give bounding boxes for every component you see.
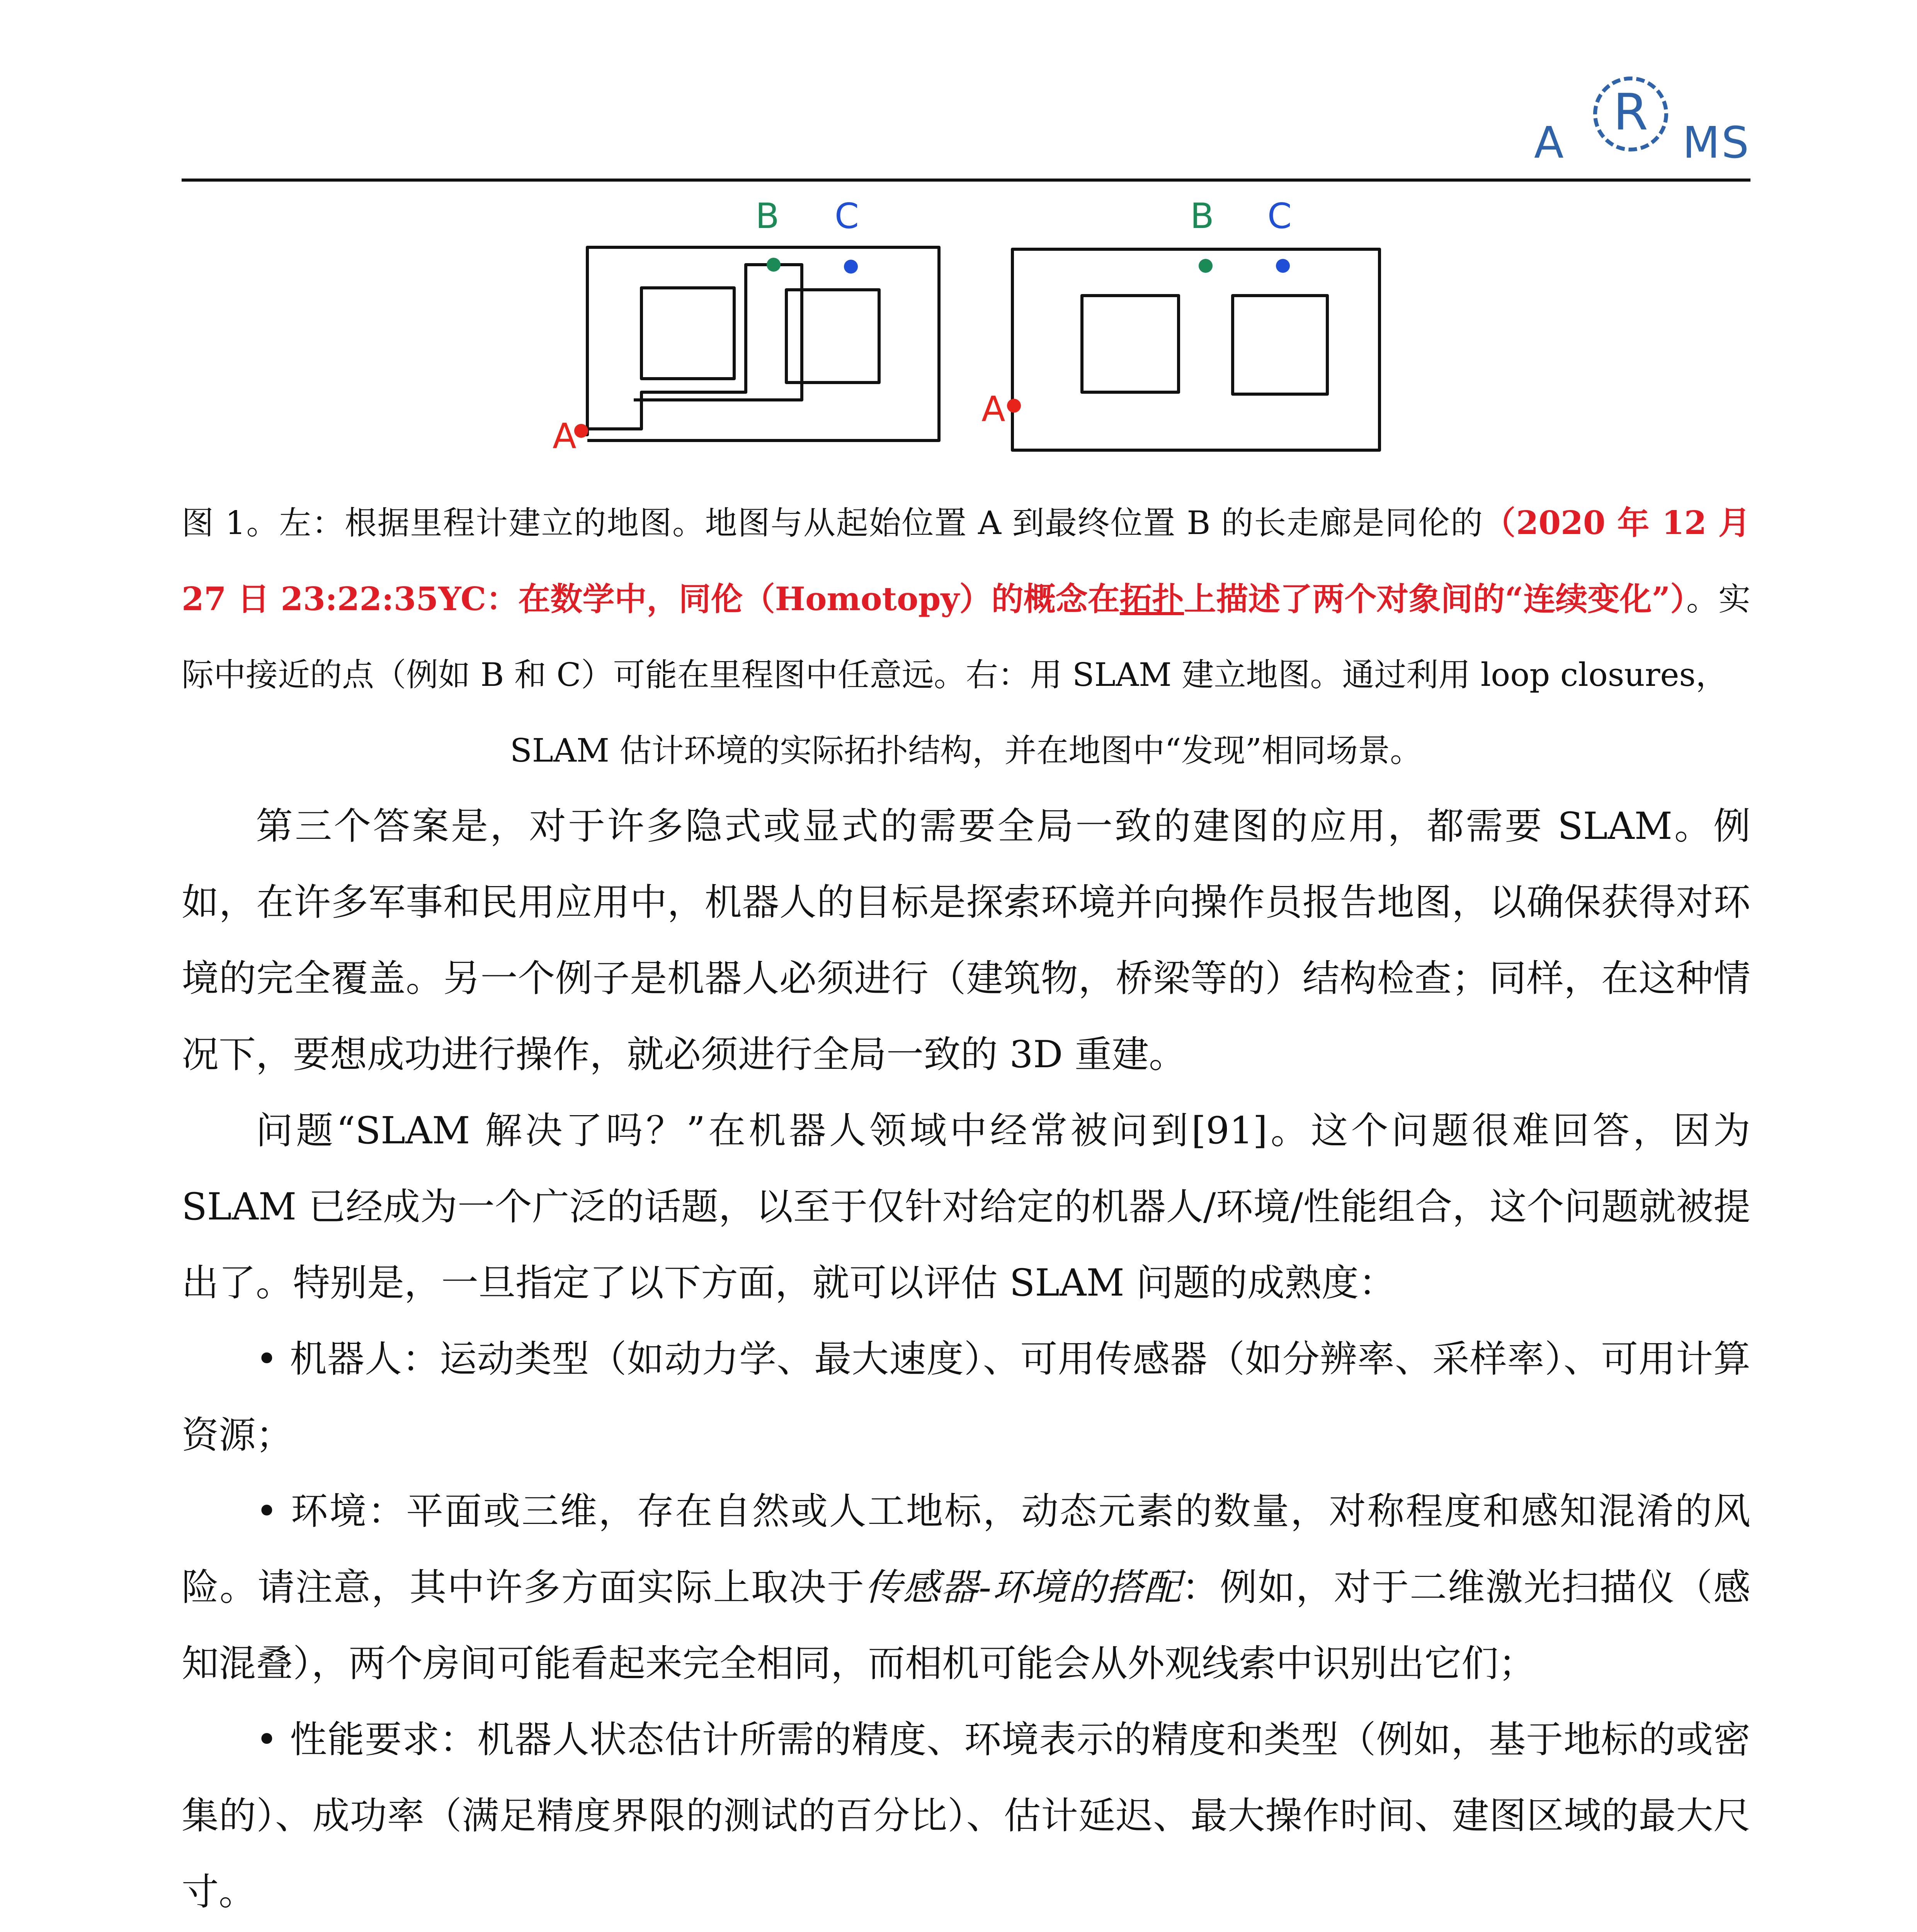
bullet-environment-text-2: ：例如，对于二维激光扫描仪（感知混叠），两个房间可能看起来完全相同，而相机可能会从外观线索中识别出它们； [182, 1566, 1751, 1685]
logo-gear-icon [1588, 71, 1673, 160]
logo-letters-ms: MS [1682, 118, 1750, 168]
caption-last-line: SLAM 估计环境的实际拓扑结构，并在地图中“发现”相同场景。 [510, 732, 1422, 769]
right-inner-room-2 [1233, 296, 1327, 394]
left-point-c [844, 260, 858, 274]
figure-1-diagram [518, 201, 1407, 479]
header-rule [182, 179, 1750, 182]
page-header [182, 0, 1750, 182]
caption-annotation-underlined: 拓扑 [1119, 580, 1184, 618]
left-label-c: C [835, 201, 859, 236]
paragraph-third-answer: 第三个答案是，对于许多隐式或显式的需要全局一致的建图的应用，都需要 SLAM。例如，在许多军事和民用应用中，机器人的目标是探索环境并向操作员报告地图，以确保获得对环境的完全覆盖。另一个例子是机器人必须进行（建筑物，桥梁等的）结构检查；同样，在这种情况下，要想成功进行操作，就必须进行全局一致的 3D 重建。 [182, 804, 1750, 1076]
figure-caption [182, 485, 1750, 713]
paragraph-example [182, 1930, 1750, 1932]
caption-annotation-2: 上描述了两个对象间的“连续变化”） [1184, 580, 1686, 618]
right-outer-boundary [1012, 249, 1379, 450]
left-label-b: B [755, 201, 779, 236]
left-label-a: A [553, 416, 577, 457]
right-slam-map [1012, 249, 1379, 450]
right-point-b [1199, 259, 1213, 273]
bullet-environment-italic: 传感器-环境的搭配 [865, 1566, 1182, 1609]
logo-letter-a: A [1534, 118, 1565, 168]
caption-annotation-1: （2020 年 12 月 27 日 23:22:35YC：在数学中，同伦（Homotopy）的概念在 [182, 504, 1751, 618]
caption-text-1: 图 1。左：根据里程计建立的地图。地图与从起始位置 A 到最终位置 B 的长走廊是同伦的 [182, 504, 1483, 542]
bullet-environment-text-1: • 环境：平面或三维，存在自然或人工地标，动态元素的数量，对称程度和感知混淆的风险。请注意，其中许多方面实际上取决于 [182, 1490, 1750, 1609]
right-point-c [1276, 259, 1290, 273]
left-point-b [767, 258, 781, 272]
bullet-performance: • 性能要求：机器人状态估计所需的精度、环境表示的精度和类型（例如，基于地标的或密集的）、成功率（满足精度界限的测试的百分比）、估计延迟、最大操作时间、建图区域的最大尺寸。 [182, 1718, 1750, 1913]
figure-1 [518, 201, 1407, 479]
logo-letter-r: R [1613, 83, 1648, 141]
left-corridor-outer [582, 269, 746, 429]
paragraph-slam-solved: 问题“SLAM 解决了吗？”在机器人领域中经常被问到[91]。这个问题很难回答，因为 SLAM 已经成为一个广泛的话题，以至于仅针对给定的机器人/环境/性能组合，这个问题就被提出了。特别是，一旦指定了以下方面，就可以评估 SLAM 问题的成熟度： [182, 1109, 1750, 1304]
left-inner-room-1 [641, 288, 734, 379]
right-label-b: B [1190, 201, 1214, 236]
right-label-c: C [1267, 201, 1292, 236]
left-outer-boundary [580, 247, 939, 440]
left-odometry-map [580, 247, 939, 440]
bullet-environment [182, 1473, 1750, 1702]
right-label-a: A [981, 389, 1005, 430]
right-inner-room-1 [1082, 296, 1179, 392]
arms-logo [1534, 71, 1750, 172]
caption-text-2: 。实际中接近的点（例如 B 和 C）可能在里程图中任意远。右：用 SLAM 建立地图。通过利用 loop closures， [182, 580, 1751, 694]
bullet-robot: • 机器人：运动类型（如动力学、最大速度）、可用传感器（如分辨率、采样率）、可用计算资源； [182, 1337, 1750, 1457]
right-point-a [1007, 399, 1021, 413]
